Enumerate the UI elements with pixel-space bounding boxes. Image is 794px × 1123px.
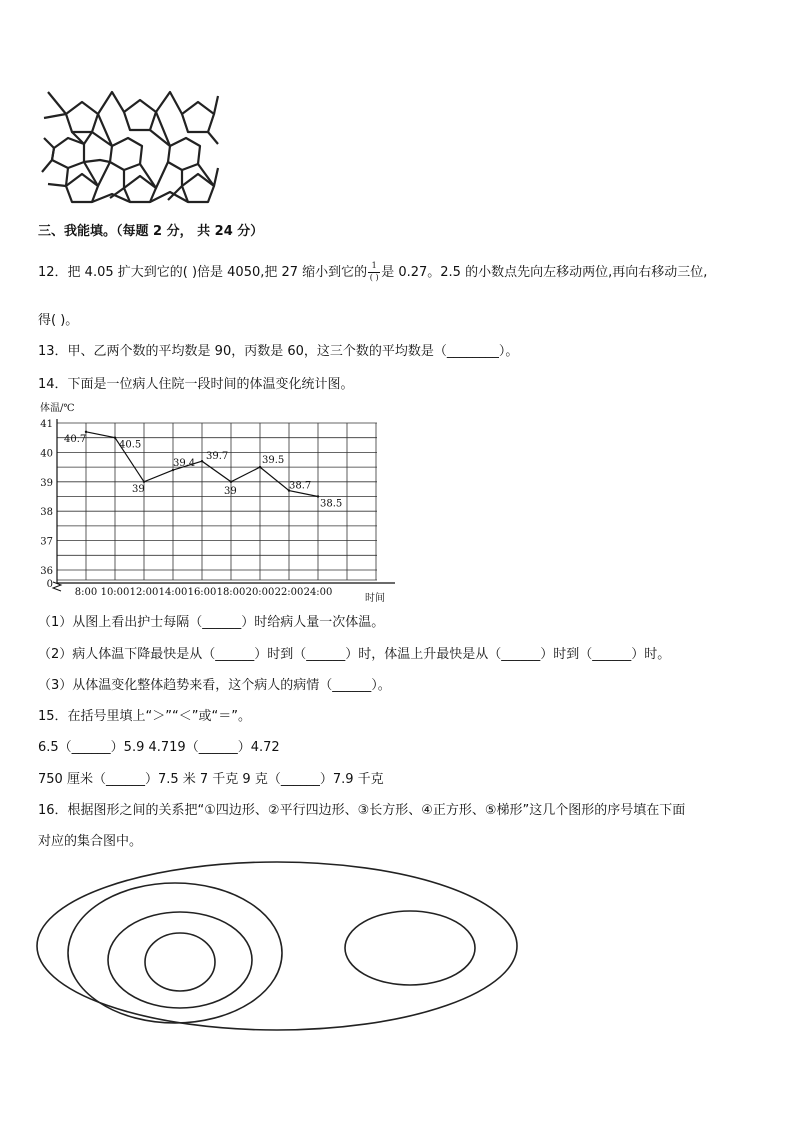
x-tick-label: 8:00 xyxy=(74,587,98,598)
x-tick-label: 14:00 xyxy=(158,587,188,598)
x-tick-label: 24:00 xyxy=(303,587,333,598)
chart-tick-labels xyxy=(40,419,332,598)
chart-data-labels xyxy=(64,434,342,510)
temperature-data-label: 40.7 xyxy=(64,433,87,445)
temperature-data-point xyxy=(201,460,203,462)
question-15-row1: 6.5（______）5.9 4.719（______）4.72 xyxy=(38,740,280,755)
question-16-line1: 16．根据图形之间的关系把“①四边形、②平行四边形、③长方形、④正方形、⑤梯形”这几个图形的序号填在下面 xyxy=(38,803,686,818)
x-tick-label: 22:00 xyxy=(274,587,304,598)
set-left-middle-ellipse[interactable] xyxy=(108,912,252,1008)
y-tick-label: 38 xyxy=(40,507,53,519)
question-16-line2: 对应的集合图中。 xyxy=(38,834,143,849)
temperature-data-point xyxy=(114,437,116,439)
temperature-data-label: 39 xyxy=(224,485,237,497)
question-12-fraction xyxy=(367,261,381,282)
x-tick-label: 10:00 xyxy=(100,587,130,598)
question-14-sub2: （2）病人体温下降最快是从（______）时到（______）时，体温上升最快是从（______）时到（______）时。 xyxy=(38,647,671,662)
tessellation-pentagon xyxy=(124,100,156,130)
pentagon-star-tessellation-figure xyxy=(40,88,220,206)
question-12-part2: 是 0.27。2.5 的小数点先向左移动两位,再向右移动三位, xyxy=(381,265,708,280)
temperature-data-label: 40.5 xyxy=(119,439,142,451)
y-axis-label: 体温/℃ xyxy=(40,403,75,414)
question-13: 13．甲、乙两个数的平均数是 90，丙数是 60，这三个数的平均数是（________）。 xyxy=(38,344,519,359)
y-tick-label: 0 xyxy=(46,579,53,590)
set-outer-ellipse[interactable] xyxy=(37,862,517,1030)
temperature-data-point xyxy=(172,469,174,471)
question-14-stem: 14．下面是一位病人住院一段时间的体温变化统计图。 xyxy=(38,377,354,392)
temperature-data-label: 39 xyxy=(132,483,145,495)
temperature-data-point xyxy=(259,466,261,468)
question-12-line1 xyxy=(38,261,708,282)
tessellation-pentagon xyxy=(110,138,142,170)
question-14-sub1: （1）从图上看出护士每隔（______）时给病人量一次体温。 xyxy=(38,615,385,630)
temperature-data-point xyxy=(317,495,319,497)
tessellation-pentagon xyxy=(52,138,84,168)
question-14-sub3: （3）从体温变化整体趋势来看，这个病人的病情（______）。 xyxy=(38,678,391,693)
set-diagram xyxy=(30,860,540,1040)
question-15-stem: 15．在括号里填上“＞”“＜”或“＝”。 xyxy=(38,709,251,724)
x-axis-label: 时间 xyxy=(365,593,385,604)
y-tick-label: 36 xyxy=(40,566,53,577)
temperature-data-label: 38.5 xyxy=(320,498,343,510)
question-12-line2: 得( )。 xyxy=(38,313,79,328)
y-tick-label: 37 xyxy=(40,536,53,548)
tessellation-pentagon xyxy=(66,102,98,132)
y-tick-label: 41 xyxy=(40,419,53,430)
x-tick-label: 16:00 xyxy=(187,587,217,598)
temperature-data-point xyxy=(85,431,87,433)
temperature-data-point xyxy=(143,481,145,483)
temperature-data-point xyxy=(230,481,232,483)
x-tick-label: 12:00 xyxy=(129,587,159,598)
temperature-data-label: 38.7 xyxy=(289,480,312,492)
section-heading: 三、我能填。（每题 2 分， 共 24 分） xyxy=(38,224,264,239)
fraction-numerator: 1 xyxy=(371,261,377,270)
temperature-data-label: 39.5 xyxy=(262,455,285,467)
question-12-part1: 12．把 4.05 扩大到它的( )倍是 4050,把 27 缩小到它的 xyxy=(38,265,368,280)
y-tick-label: 39 xyxy=(40,477,53,489)
x-tick-label: 18:00 xyxy=(216,587,246,598)
temperature-data-label: 39.7 xyxy=(206,451,229,463)
fraction-denominator: ( ) xyxy=(369,273,379,282)
tessellation-pentagon xyxy=(182,102,214,132)
set-left-inner-ellipse[interactable] xyxy=(145,933,215,991)
set-right-ellipse[interactable] xyxy=(345,911,475,985)
temperature-line-chart xyxy=(30,395,410,607)
question-15-row2: 750 厘米（______）7.5 米 7 千克 9 克（______）7.9 千克 xyxy=(38,772,384,787)
chart-axes xyxy=(53,419,395,591)
temperature-data-label: 39.4 xyxy=(173,458,196,470)
y-tick-label: 40 xyxy=(40,448,53,460)
tessellation-pentagon xyxy=(168,138,200,170)
x-tick-label: 20:00 xyxy=(245,587,275,598)
